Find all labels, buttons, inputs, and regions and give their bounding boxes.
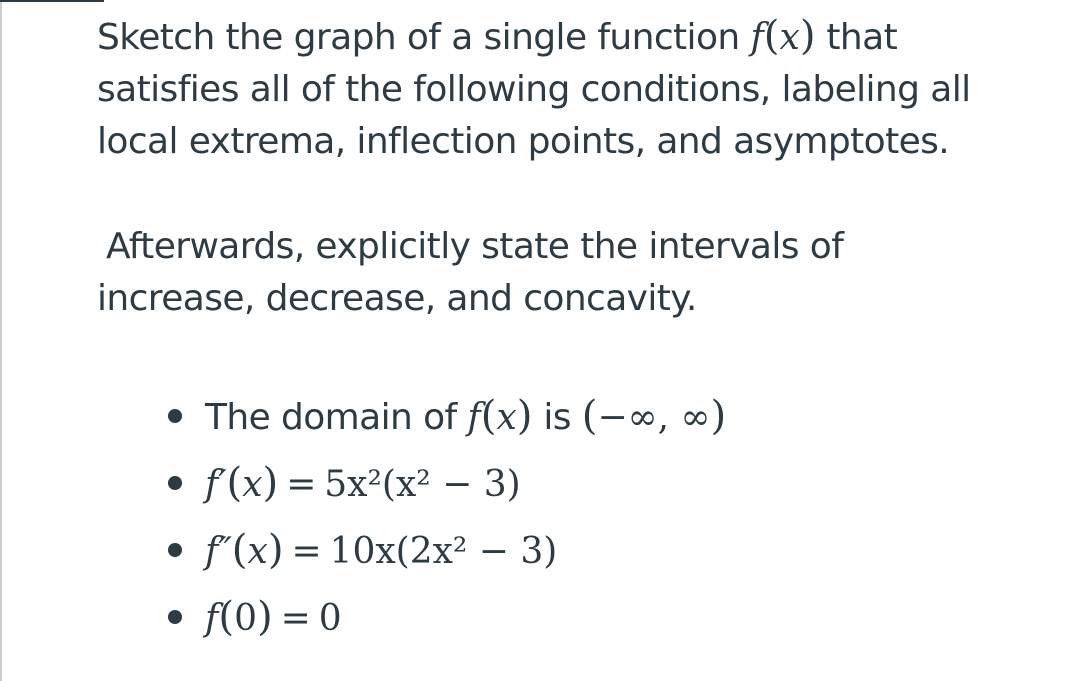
bullet-icon [168, 610, 182, 624]
top-rule-divider [0, 0, 104, 2]
statement-line-1: Sketch the graph of a single function f(x) that [97, 12, 898, 59]
condition-second-derivative: f″(x) = 10x(2x² − 3) [97, 517, 1057, 584]
condition-domain: The domain of f(x) is (−∞, ∞) [97, 383, 1057, 450]
problem-statement [97, 10, 1057, 168]
bullet-icon [168, 476, 182, 490]
statement-line-2: satisfies all of the following conditions, labeling all [97, 69, 971, 110]
page-left-edge [0, 0, 2, 681]
bullet-icon [168, 409, 182, 423]
conditions-list [97, 383, 1057, 651]
condition-first-derivative: f′(x) = 5x²(x² − 3) [97, 450, 1057, 517]
bullet-icon [168, 543, 182, 557]
followup-line-2: increase, decrease, and concavity. [97, 278, 697, 319]
followup-instructions [97, 221, 1057, 325]
statement-line-3: local extrema, inflection points, and asymptotes. [97, 121, 950, 162]
function-notation: f(x) [750, 12, 816, 59]
followup-line-1: Afterwards, explicitly state the intervals of [106, 226, 844, 267]
condition-initial-value: f(0) = 0 [97, 584, 1057, 651]
question-content [97, 10, 1057, 651]
